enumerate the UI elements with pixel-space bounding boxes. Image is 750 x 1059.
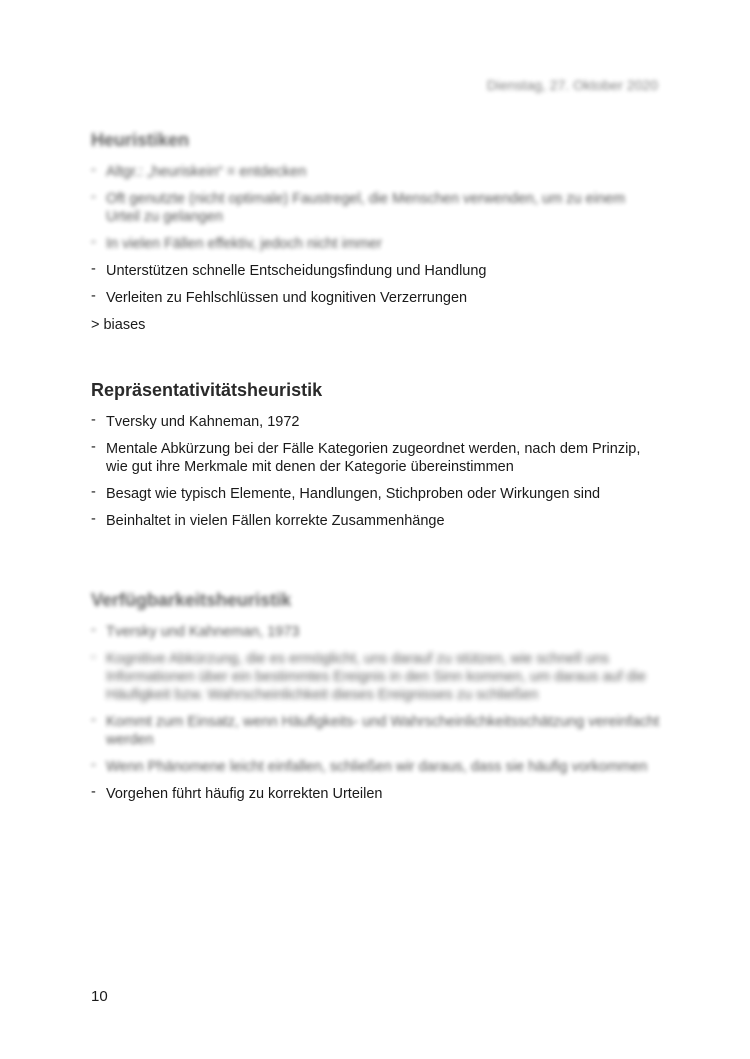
section-heading: Repräsentativitätsheuristik — [91, 380, 323, 400]
list-item: - Beinhaltet in vielen Fällen korrekte Zusammenhänge — [91, 512, 661, 530]
section-heading: Heuristiken — [91, 130, 190, 150]
section-repraesentativitaetsheuristik — [91, 380, 661, 539]
list-item: - Unterstützen schnelle Entscheidungsfindung und Handlung — [91, 262, 661, 280]
list-item: - Wenn Phänomene leicht einfallen, schließen wir daraus, dass sie häufig vorkommen — [91, 758, 661, 776]
list-item: - Kognitive Abkürzung, die es ermöglicht, uns darauf zu stützen, wie schnell uns Informationen über ein bestimmtes Ereignis in den Sinn kommen, um daraus auf die Häufigkeit bzw. Wahrscheinlichkeit dieses Ereignisses zu schließen — [91, 650, 661, 704]
list-item: - Mentale Abkürzung bei der Fälle Kategorien zugeordnet werden, nach dem Prinzip, wie gut ihre Merkmale mit denen der Kategorie übereinstimmen — [91, 440, 661, 476]
page-number: 10 — [91, 988, 108, 1005]
section-heuristiken — [91, 130, 661, 334]
list-item: - Vorgehen führt häufig zu korrekten Urteilen — [91, 785, 661, 803]
list-item: - Verleiten zu Fehlschlüssen und kognitiven Verzerrungen — [91, 289, 661, 307]
list-item: - Kommt zum Einsatz, wenn Häufigkeits- und Wahrscheinlichkeitsschätzung vereinfacht werden — [91, 713, 661, 749]
list-item: - Oft genutzte (nicht optimale) Faustregel, die Menschen verwenden, um zu einem Urteil zu gelangen — [91, 190, 661, 226]
section-verfuegbarkeitsheuristik — [91, 590, 661, 812]
bullet-list — [91, 623, 661, 803]
section-heading: Verfügbarkeitsheuristik — [91, 590, 292, 610]
list-item: - Besagt wie typisch Elemente, Handlungen, Stichproben oder Wirkungen sind — [91, 485, 661, 503]
list-item: - Tversky und Kahneman, 1973 — [91, 623, 661, 641]
biases-note: > biases — [91, 317, 146, 333]
list-item: - Tversky und Kahneman, 1972 — [91, 413, 661, 431]
bullet-list — [91, 163, 661, 307]
list-item: - In vielen Fällen effektiv, jedoch nicht immer — [91, 235, 661, 253]
page-date: Dienstag, 27. Oktober 2020 — [486, 77, 658, 93]
list-item: - Altgr.: „heuriskein“ = entdecken — [91, 163, 661, 181]
bullet-list — [91, 413, 661, 530]
